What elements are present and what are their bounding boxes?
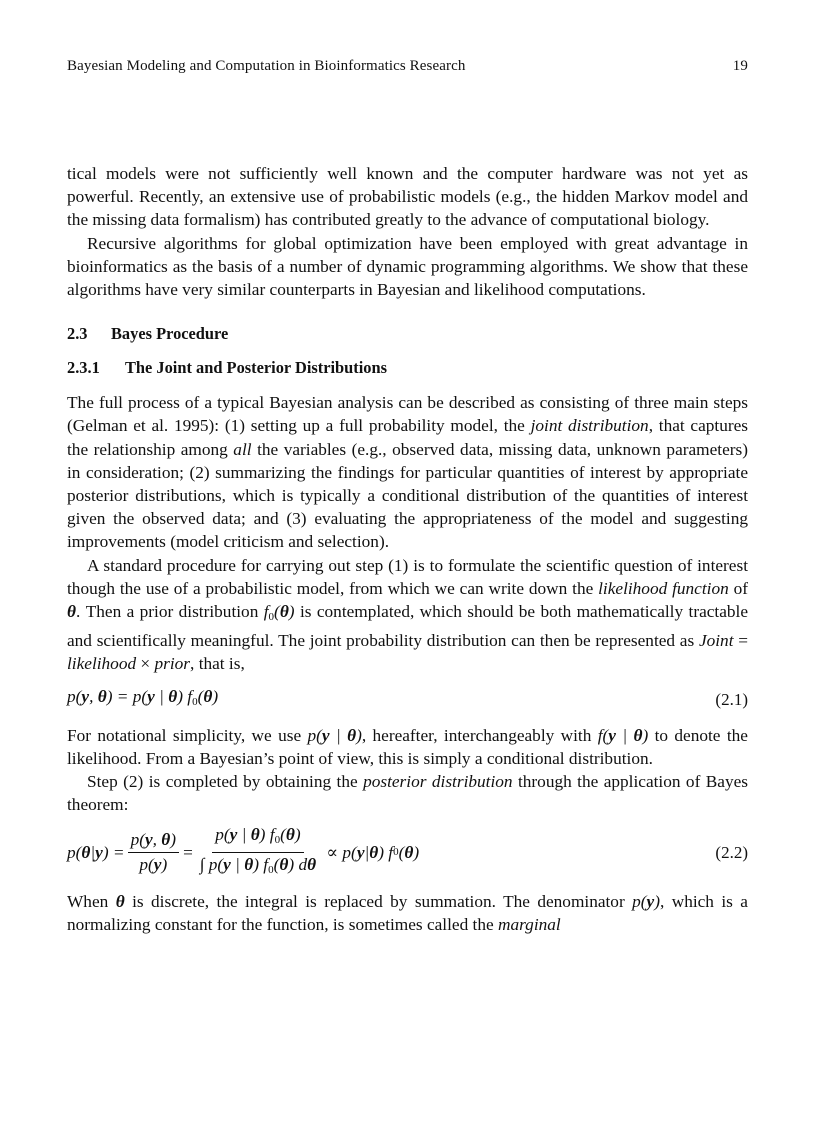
paragraph: When θ is discrete, the integral is replaced by summation. The denominator p(y), which is a normalizing constant for the function, is sometimes called the marginal	[67, 891, 748, 934]
paragraph: Step (2) is completed by obtaining the posterior distribution through the application of Bayes theorem:	[67, 772, 748, 815]
equation-expression: p( θ | y ) = $\frac{p(y, \theta)}{p(y)}$ = $\frac{p(y | \theta) f_0(\theta)}{\int p(y | \theta) f_0(\theta) d\theta}$ ∝ p( y | θ ) f 0 ( θ )	[67, 824, 420, 876]
body-text	[67, 162, 748, 936]
paragraph: Recursive algorithms for global optimization have been employed with great advantage in bioinformatics as the basis of a number of dynamic programming algorithms. We show that these algorithms have very similar counterparts in Bayesian and likelihood computations.	[67, 233, 748, 300]
equation-number: (2.1)	[715, 689, 748, 709]
paragraph: The full process of a typical Bayesian analysis can be described as consisting of three main steps (Gelman et al. 1995): (1) setting up a full probability model, the joint distribution, that captures the relationship among all the variables (e.g., observed data, missing data, unknown parameters) in consideration; (2) summarizing the findings for particular quantities of interest by appropriate posterior distributions, which is typically a conditional distribution of the quantities of interest given the observed data; and (3) evaluating the appropriateness of the model and suggesting improvements (model criticism and selection).	[67, 393, 749, 552]
equation-2-1	[67, 685, 748, 714]
subsection-number: 2.3.1	[67, 358, 100, 378]
section-title: Bayes Procedure	[111, 324, 229, 344]
section-number: 2.3	[67, 324, 88, 344]
running-head	[67, 58, 748, 75]
subsection-heading	[67, 357, 748, 379]
subsection-title: The Joint and Posterior Distributions	[125, 358, 387, 378]
paragraph: For notational simplicity, we use p(y | θ), hereafter, interchangeably with f(y | θ) to denote the likelihood. From a Bayesian’s point of view, this is simply a conditional distribution.	[67, 725, 748, 769]
equation-number: (2.2)	[715, 842, 748, 862]
page-number: 19	[732, 58, 748, 74]
paragraph: A standard procedure for carrying out step (1) is to formulate the scientific question of interest though the use of a probabilistic model, from which we can write down the likelihood function of θ. Then a prior distribution $f_0(\theta)$ is contemplated, which should be both mathematically tractable and scientifically meaningful. The joint probability distribution can then be represented as Joint = likelihood × prior, that is,	[67, 555, 748, 674]
section-heading	[67, 323, 748, 345]
running-head-title: Bayesian Modeling and Computation in Bioinformatics Research	[67, 58, 466, 74]
equation-expression: p(y, θ) = p(y | θ) $f_0(\theta)$	[67, 686, 219, 708]
paragraph: tical models were not sufficiently well known and the computer hardware was not yet as powerful. Recently, an extensive use of probabilistic models (e.g., the hidden Markov model and the missing data formalism) has contributed greatly to the advance of computational biology.	[67, 164, 748, 230]
equation-2-2	[67, 825, 748, 880]
